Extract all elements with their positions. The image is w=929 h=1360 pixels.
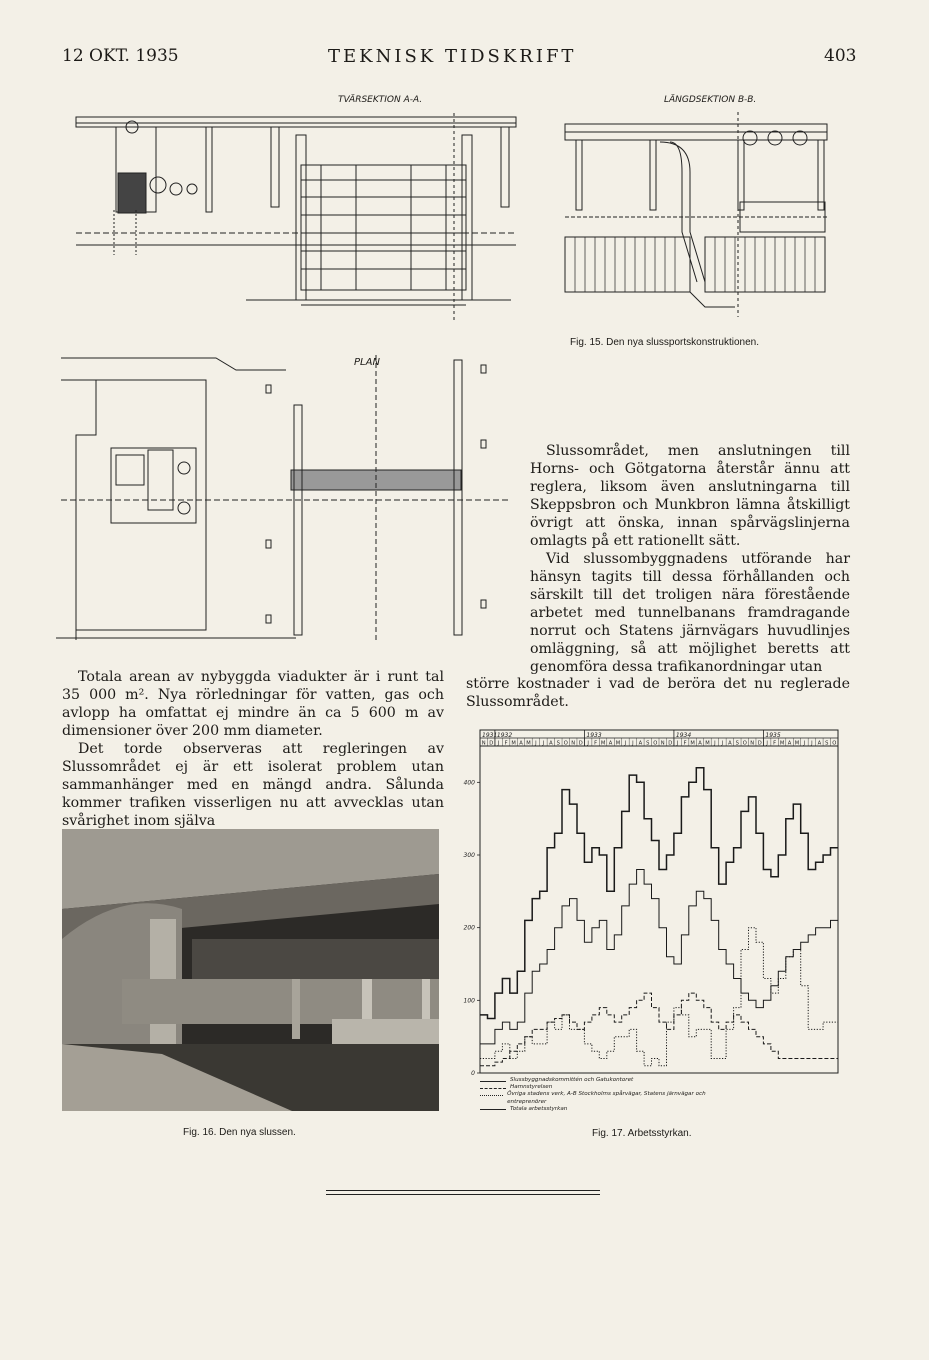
month-label: M [690, 740, 695, 747]
header-date: 12 OKT. 1935 [62, 46, 179, 66]
month-label: J [632, 740, 634, 747]
month-label: J [587, 740, 589, 747]
plan-label: PLAN [354, 357, 380, 368]
month-label: M [511, 740, 516, 747]
month-label: M [615, 740, 621, 747]
month-label: N [660, 740, 665, 747]
section-aa-label: TVÄRSEKTION A-A. [338, 95, 423, 105]
month-label: J [535, 740, 537, 747]
month-label: J [803, 740, 806, 747]
y-tick-label: 100 [463, 997, 475, 1005]
month-label: S [646, 740, 650, 747]
month-label: M [779, 740, 785, 747]
month-label: A [787, 740, 792, 747]
month-label: M [794, 740, 800, 747]
month-label: J [721, 740, 724, 747]
series-line-2 [480, 870, 838, 1044]
fig17-caption: Fig. 17. Arbetsstyrkan. [592, 1128, 692, 1139]
right-column-text [530, 442, 850, 676]
month-label: O [742, 740, 747, 747]
paragraph-vid-slussombyggnaden: Vid slussombyggnadens utförande har hänsyn tagits till dessa förhållanden och särskilt till det troligen nära förestående arbetet med tunnelbanans framdragande norrut och Statens järnvägars huvudlinjes omläggning, så att möjlighet beretts att genomföra dessa trafikanordningar utan [530, 551, 850, 675]
month-label: D [757, 740, 762, 747]
month-label: M [600, 740, 606, 747]
month-label: O [832, 740, 837, 747]
fig16-photo-lock [62, 829, 439, 1111]
month-label: N [481, 740, 486, 747]
legend-swatch-dashed [480, 1088, 506, 1089]
month-label: F [504, 740, 508, 747]
month-label: N [750, 740, 755, 747]
bottom-rule-2 [326, 1194, 600, 1195]
month-label: D [489, 740, 494, 747]
legend-item-1: Slussbyggnadskommittén och Gatukontoret [480, 1077, 720, 1084]
month-label: O [563, 740, 568, 747]
month-label: J [542, 740, 545, 747]
cross-section-aa-drawing [66, 105, 526, 327]
year-label: 1933 [586, 732, 602, 739]
month-label: S [556, 740, 560, 747]
legend-item-4: Totala arbetsstyrkan [480, 1106, 720, 1113]
legend-swatch-thick [480, 1109, 506, 1110]
header-journal-title: TEKNISK TIDSKRIFT [328, 46, 577, 67]
chart-legend [480, 1077, 720, 1113]
month-label: O [653, 740, 658, 747]
month-label: D [668, 740, 673, 747]
month-label: A [817, 740, 822, 747]
bottom-rule-1 [326, 1190, 600, 1191]
y-tick-label: 200 [463, 924, 475, 932]
left-column-text [62, 668, 444, 830]
fig15-caption: Fig. 15. Den nya slussportskonstruktionen. [570, 337, 759, 348]
series-line-1 [480, 768, 838, 1019]
y-tick-label: 400 [463, 779, 475, 787]
month-label: A [728, 740, 732, 747]
legend-item-2: Hamnstyrelsen [480, 1084, 720, 1091]
fig17-workforce-chart [460, 728, 845, 1078]
month-label: J [811, 740, 813, 747]
year-label: 1935 [765, 732, 781, 739]
series-line-4 [480, 928, 838, 1066]
month-label: M [705, 740, 710, 747]
header-page-number: 403 [824, 46, 857, 66]
legend-item-3: Övriga stadens verk, A-B Stockholms spårvägar, Statens järnvägar och entreprenörer [480, 1091, 720, 1105]
y-tick-label: 300 [463, 852, 475, 859]
legend-swatch-dotted [480, 1095, 503, 1096]
paragraph-totala-arean: Totala arean av nybyggda viadukter är i runt tal 35 000 m². Nya rörledningar för vatten, gas och avlopp ha omfattat ej mindre än ca 5 600 m av dimensioner över 200 mm diameter. [62, 669, 444, 739]
month-label: N [571, 740, 576, 747]
month-label: F [594, 740, 598, 747]
month-label: D [578, 740, 583, 747]
month-label: A [549, 740, 553, 747]
year-label: 1931 [482, 732, 498, 739]
series-line-3 [480, 993, 838, 1066]
month-label: A [519, 740, 523, 747]
section-bb-label: LÄNGDSEKTION B-B. [664, 95, 757, 105]
month-label: J [714, 740, 716, 747]
longitudinal-section-bb-drawing [560, 112, 832, 317]
paragraph-det-torde: Det torde observeras att regleringen av Slussområdet ej är ett isolerat problem utan sammanhänger med en mängd andra. Sålunda kommer trafiken visserligen nu att avvecklas utan svårighet inom själva [62, 741, 444, 829]
month-label: J [766, 740, 768, 747]
right-column-full-width-text: större kostnader i vad de berörа det nu reglerade Slussområdet. [466, 676, 850, 710]
legend-swatch-solid [480, 1081, 506, 1082]
month-label: F [683, 740, 687, 747]
month-label: A [698, 740, 702, 747]
y-tick-label: 0 [471, 1070, 475, 1077]
month-label: J [497, 740, 500, 747]
month-label: J [624, 740, 627, 747]
month-label: A [638, 740, 643, 747]
month-label: A [608, 740, 613, 747]
fig16-caption: Fig. 16. Den nya slussen. [183, 1127, 296, 1138]
year-label: 1934 [675, 732, 692, 739]
month-label: F [773, 740, 777, 747]
month-label: M [526, 740, 531, 747]
year-label: 1932 [496, 732, 513, 739]
plan-drawing [56, 350, 526, 645]
month-label: S [825, 740, 829, 747]
month-label: S [735, 740, 739, 747]
paragraph-slussomradet: Slussområdet, men anslutningen till Horns- och Götgatorna återstår ännu att reglera, liksom även anslutningarna till Skeppsbron och Munkbron lämna åtskilligt övrigt att önska, innan spårvägslinjerna omlagts på ett rationellt sätt. [530, 443, 850, 549]
month-label: J [676, 740, 679, 747]
